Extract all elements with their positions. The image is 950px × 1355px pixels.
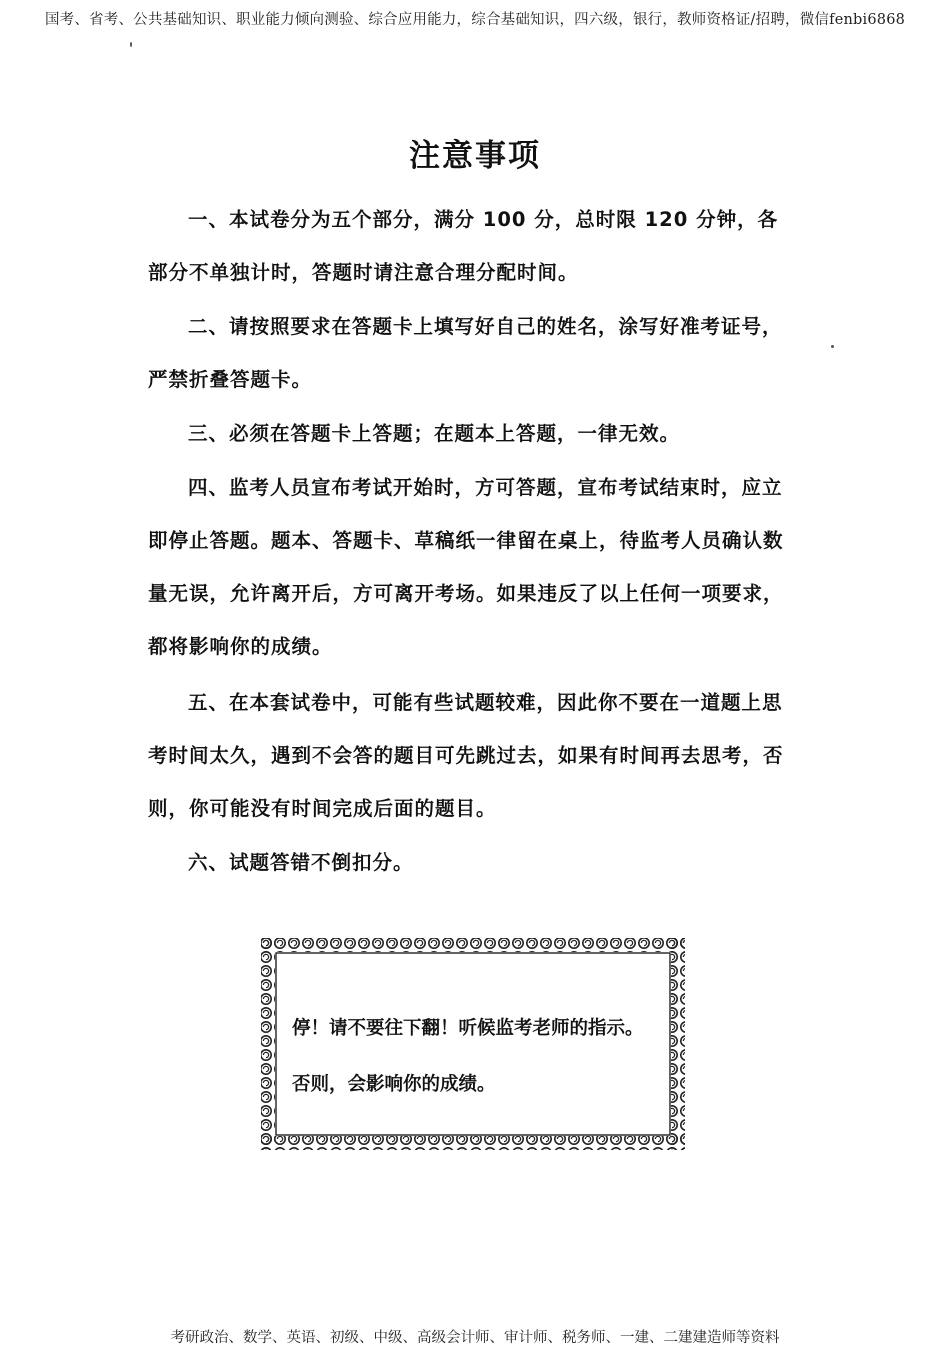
rule-item-5: 五、在本套试卷中，可能有些试题较难，因此你不要在一道题上思考时间太久，遇到不会答的题目可先跳过去，如果有时间再去思考，否则，你可能没有时间完成后面的题目。: [148, 691, 784, 820]
rule-item-3: 三、必须在答题卡上答题；在题本上答题，一律无效。: [188, 422, 681, 445]
scan-speck: [130, 42, 132, 47]
notice-line-warning: 否则，会影响你的成绩。: [292, 1074, 496, 1095]
footer-note: 考研政治、数学、英语、初级、中级、高级会计师、审计师、税务师、一建、二建建造师等资料: [170, 1330, 780, 1346]
notice-box: [259, 936, 687, 1152]
scroll-border-icon: [259, 936, 687, 1152]
page-title: 注意事项: [409, 138, 541, 174]
rule-item-1: 一、本试卷分为五个部分，满分 100 分，总时限 120 分钟，各部分不单独计时，答题时请注意合理分配时间。: [148, 208, 779, 284]
rule-item-4: 四、监考人员宣布考试开始时，方可答题，宣布考试结束时，应立即停止答题。题本、答题卡、草稿纸一律留在桌上，待监考人员确认数量无误，允许离开后，方可离开考场。如果违反了以上任何一项要求，都将影响你的成绩。: [148, 476, 784, 658]
scan-speck: [831, 345, 834, 348]
rule-item-6: 六、试题答错不倒扣分。: [188, 851, 414, 874]
header-note: 国考、省考、公共基础知识、职业能力倾向测验、综合应用能力，综合基础知识，四六级，银行，教师资格证/招聘，微信fenbi6868: [44, 12, 906, 28]
rule-item-2: 二、请按照要求在答题卡上填写好自己的姓名，涂写好准考证号，严禁折叠答题卡。: [148, 315, 783, 391]
notice-line-stop: 停！请不要往下翻！听候监考老师的指示。: [292, 1018, 644, 1039]
